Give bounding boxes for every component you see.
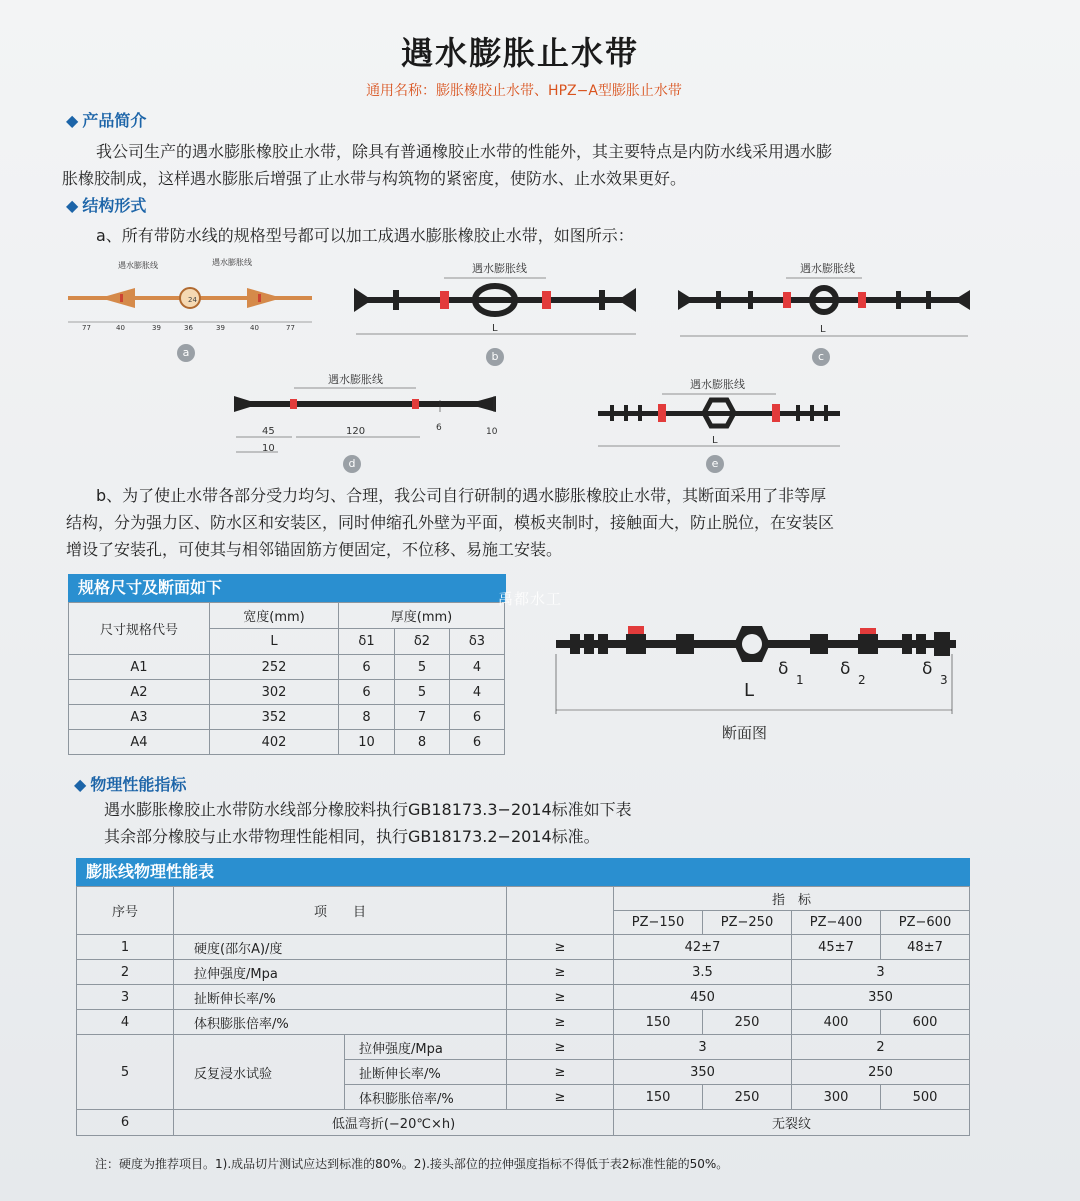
spec-col-d3: δ3 (449, 629, 504, 655)
page-title: 遇水膨胀止水带 (400, 34, 639, 72)
table-row (69, 730, 505, 755)
fig-c-len-label: L (820, 324, 826, 335)
fig-e-swell-label: 遇水膨胀线 (690, 378, 745, 391)
cross-section-figure (540, 610, 970, 720)
fig-d-dim-1: 120 (346, 426, 366, 437)
fig-d-dim-3: 6 (436, 423, 442, 433)
fig-d-swell-label: 遇水膨胀线 (328, 373, 383, 386)
diamond-bullet-icon: ◆ (74, 775, 87, 794)
perf-model-1: PZ−150 (614, 911, 703, 935)
perf-cell: 3 (77, 985, 174, 1010)
perf-cell: 扯断伸长率/% (345, 1060, 507, 1085)
delta-3-symbol: δ (922, 659, 933, 679)
figure-b-caption: b (486, 348, 504, 366)
perf-cell: 体积膨胀倍率/% (174, 1010, 507, 1035)
delta-3-sub: 3 (940, 673, 948, 687)
cross-section-label: 断面图 (722, 724, 768, 742)
table-row (77, 1035, 970, 1060)
section-structure-label: 结构形式 (82, 196, 147, 215)
spec-table-title: 规格尺寸及断面如下 (68, 574, 506, 602)
perf-cell: ≥ (507, 960, 614, 985)
spec-cell: 4 (449, 680, 504, 705)
cross-section-len: L (744, 680, 755, 701)
spec-col-code: 尺寸规格代号 (69, 603, 210, 655)
perf-cell: 48±7 (881, 935, 970, 960)
fig-e-len-label: L (712, 435, 718, 446)
delta-2-sub: 2 (858, 673, 866, 687)
fig-a-swell-label-2: 遇水膨胀线 (212, 258, 252, 267)
table-row (77, 935, 970, 960)
watermark-text: 禹都水工 (498, 590, 563, 608)
spec-cell: 4 (449, 655, 504, 680)
perf-col-no: 序号 (77, 887, 174, 935)
perf-cell: ≥ (507, 1010, 614, 1035)
perf-cell: 250 (703, 1085, 792, 1110)
spec-cell: 6 (339, 655, 395, 680)
spec-col-d2: δ2 (394, 629, 449, 655)
fig-a-dim: 24 (188, 296, 197, 304)
structure-para-a: a、所有带防水线的规格型号都可以加工成遇水膨胀橡胶止水带，如图所示： (96, 226, 634, 245)
fig-a-dim-0: 77 (82, 324, 91, 332)
fig-c-swell-label: 遇水膨胀线 (800, 262, 855, 275)
spec-cell: 402 (210, 730, 339, 755)
figure-c-caption: c (812, 348, 830, 366)
table-row (69, 655, 505, 680)
intro-line-1: 我公司生产的遇水膨胀橡胶止水带，除具有普通橡胶止水带的性能外，其主要特点是内防水线采用遇水膨 (96, 142, 833, 161)
figure-a-caption: a (177, 344, 195, 362)
perf-table (76, 886, 970, 1136)
diamond-bullet-icon: ◆ (66, 196, 79, 215)
spec-cell: A3 (69, 705, 210, 730)
perf-cell: 250 (792, 1060, 970, 1085)
perf-cell: ≥ (507, 985, 614, 1010)
spec-cell: 8 (394, 730, 449, 755)
perf-cell: ≥ (507, 1060, 614, 1085)
figure-d-caption: d (343, 455, 361, 473)
spec-cell: 6 (449, 705, 504, 730)
spec-col-width-sub: L (210, 629, 339, 655)
perf-cell: 拉伸强度/Mpa (174, 960, 507, 985)
perf-cell: 250 (703, 1010, 792, 1035)
perf-cell: 450 (614, 985, 792, 1010)
structure-para-b-3: 增设了安装孔，可使其与相邻锚固筋方便固定，不位移、易施工安装。 (66, 540, 563, 559)
figure-d (234, 372, 498, 454)
spec-cell: 5 (394, 655, 449, 680)
perf-cell: 5 (77, 1035, 174, 1110)
structure-para-b-1: b、为了使止水带各部分受力均匀、合理，我公司自行研制的遇水膨胀橡胶止水带，其断面采用了非等厚 (96, 486, 827, 505)
perf-cell: 6 (77, 1110, 174, 1136)
fig-a-swell-label: 遇水膨胀线 (118, 261, 158, 270)
perf-model-3: PZ−400 (792, 911, 881, 935)
perf-cell: 42±7 (614, 935, 792, 960)
spec-cell: A1 (69, 655, 210, 680)
perf-cell: 3 (792, 960, 970, 985)
spec-col-d1: δ1 (339, 629, 395, 655)
perf-cell: 4 (77, 1010, 174, 1035)
perf-model-2: PZ−250 (703, 911, 792, 935)
table-row (69, 705, 505, 730)
table-row (77, 960, 970, 985)
perf-cell: ≥ (507, 935, 614, 960)
perf-cell: ≥ (507, 1035, 614, 1060)
physical-line-1: 遇水膨胀橡胶止水带防水线部分橡胶料执行GB18173.3−2014标准如下表 (104, 800, 632, 819)
fig-a-dim-7: 77 (286, 324, 295, 332)
physical-line-2: 其余部分橡胶与止水带物理性能相同，执行GB18173.2−2014标准。 (104, 827, 600, 846)
table-row (69, 680, 505, 705)
figure-c (678, 261, 970, 336)
delta-1-sub: 1 (796, 673, 804, 687)
structure-para-b-2: 结构，分为强力区、防水区和安装区，同时伸缩孔外壁为平面，模板夹制时，接触面大，防止脱位，在安装区 (66, 513, 835, 532)
footnote: 注：硬度为推荐项目。1).成品切片测试应达到标准的80%。2).接头部位的拉伸强度指标不得低于表2标准性能的50%。 (95, 1157, 729, 1171)
perf-cell: 硬度(邵尔A)/度 (174, 935, 507, 960)
spec-table (68, 602, 505, 755)
spec-cell: 5 (394, 680, 449, 705)
fig-b-swell-label: 遇水膨胀线 (472, 262, 527, 275)
perf-cell: 2 (77, 960, 174, 985)
spec-cell: 6 (449, 730, 504, 755)
perf-cell: 3 (614, 1035, 792, 1060)
fig-b-len-label: L (492, 323, 498, 334)
perf-cell: 体积膨胀倍率/% (345, 1085, 507, 1110)
figure-e-caption: e (706, 455, 724, 473)
fig-d-dim-4: 10 (486, 427, 498, 437)
perf-cell: 低温弯折(−20℃×h) (174, 1110, 614, 1136)
perf-cell: 500 (881, 1085, 970, 1110)
table-row (77, 1110, 970, 1136)
perf-cell: 1 (77, 935, 174, 960)
fig-a-dim-6: 40 (250, 324, 259, 332)
perf-cell: 350 (614, 1060, 792, 1085)
spec-cell: 252 (210, 655, 339, 680)
perf-cell: 350 (792, 985, 970, 1010)
spec-cell: A2 (69, 680, 210, 705)
intro-line-2: 胀橡胶制成，这样遇水膨胀后增强了止水带与构筑物的紧密度，使防水、止水效果更好。 (62, 169, 687, 188)
perf-model-4: PZ−600 (881, 911, 970, 935)
fig-a-dim-5: 39 (216, 324, 225, 332)
perf-cell: 2 (792, 1035, 970, 1060)
perf-cell: 45±7 (792, 935, 881, 960)
perf-cell: 拉伸强度/Mpa (345, 1035, 507, 1060)
section-physical-heading (74, 772, 186, 795)
figure-b (354, 261, 636, 334)
fig-d-dim-2: 10 (262, 443, 275, 454)
spec-cell: 8 (339, 705, 395, 730)
delta-1-symbol: δ (778, 659, 789, 679)
perf-cell: ≥ (507, 1085, 614, 1110)
spec-col-width: 宽度(mm) (210, 603, 339, 629)
table-row (77, 985, 970, 1010)
spec-cell: 7 (394, 705, 449, 730)
fig-a-dim-2: 39 (152, 324, 161, 332)
perf-col-item: 项 目 (174, 887, 507, 935)
spec-cell: 302 (210, 680, 339, 705)
fig-d-dim-0: 45 (262, 426, 275, 437)
perf-cell: 反复浸水试验 (174, 1035, 345, 1110)
figure-e (598, 377, 840, 446)
section-intro-label: 产品简介 (82, 111, 147, 130)
perf-cell: 300 (792, 1085, 881, 1110)
spec-cell: 10 (339, 730, 395, 755)
waterstop-figures (0, 0, 1080, 480)
fig-a-dim-3: 36 (184, 324, 193, 332)
perf-cell: 无裂纹 (614, 1110, 970, 1136)
perf-table-title: 膨胀线物理性能表 (76, 858, 970, 886)
spec-cell: 6 (339, 680, 395, 705)
perf-cell: 600 (881, 1010, 970, 1035)
spec-cell: A4 (69, 730, 210, 755)
perf-cell: 扯断伸长率/% (174, 985, 507, 1010)
perf-cell: 3.5 (614, 960, 792, 985)
table-row (77, 1010, 970, 1035)
perf-col-index: 指 标 (614, 887, 970, 911)
perf-cell: 150 (614, 1010, 703, 1035)
fig-a-dim-1: 40 (116, 324, 125, 332)
perf-cell: 400 (792, 1010, 881, 1035)
spec-col-thick: 厚度(mm) (339, 603, 505, 629)
section-physical-label: 物理性能指标 (90, 775, 187, 794)
diamond-bullet-icon: ◆ (66, 111, 79, 130)
page-subtitle: 通用名称：膨胀橡胶止水带、HPZ−A型膨胀止水带 (366, 83, 682, 99)
delta-2-symbol: δ (840, 659, 851, 679)
perf-cell: 150 (614, 1085, 703, 1110)
spec-cell: 352 (210, 705, 339, 730)
figure-a (68, 257, 312, 332)
